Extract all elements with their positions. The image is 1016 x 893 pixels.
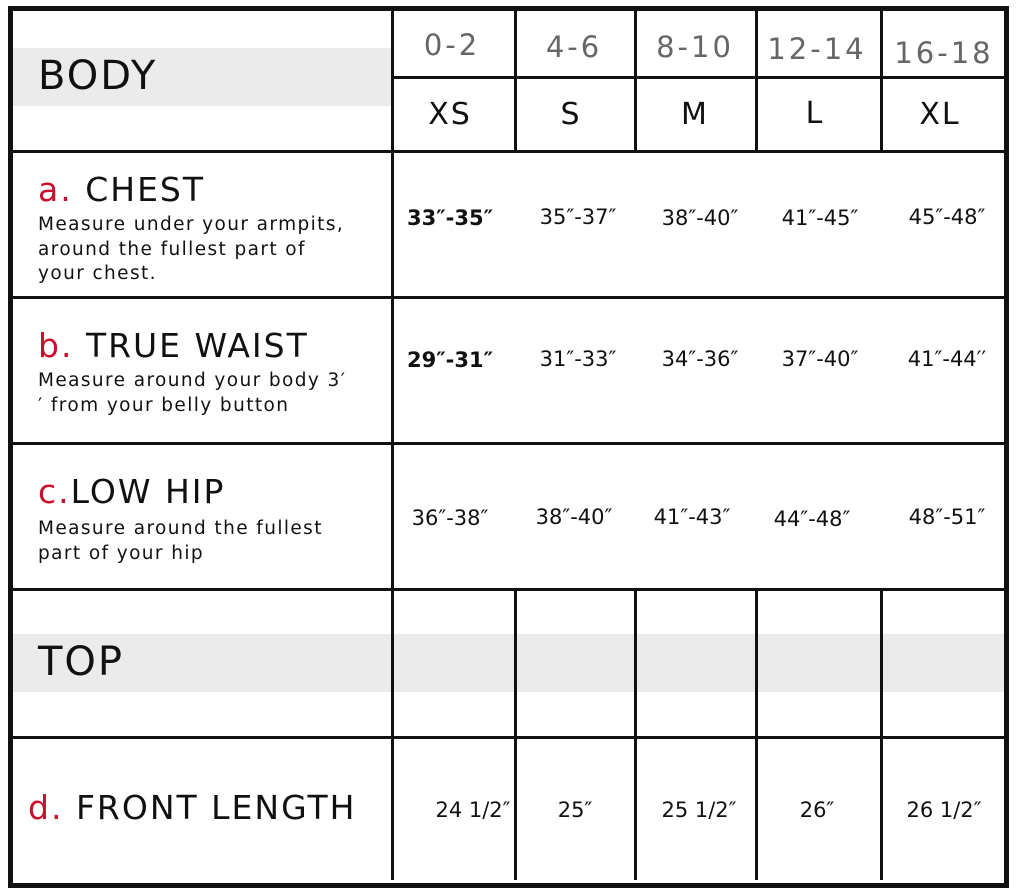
- row-title-chest: [38, 170, 205, 209]
- measurement-value: 24 1/2″: [435, 798, 511, 822]
- measurement-value: 36″-38″: [411, 506, 489, 530]
- measurement-value: 25″: [557, 798, 593, 822]
- size-label: M: [681, 97, 709, 132]
- measurement-value: 38″-40″: [535, 505, 613, 529]
- row-title-true-waist: [38, 326, 309, 365]
- measurement-value: 31″-33″: [539, 347, 617, 371]
- size-label: XS: [428, 97, 472, 132]
- measurement-value: 29″-31″: [407, 348, 493, 372]
- row-title-low-hip: [38, 472, 225, 511]
- age-label: 4-6: [545, 30, 603, 64]
- row-description: Measure around your body 3′′ from your belly button: [38, 370, 347, 416]
- age-label: 16-18: [894, 36, 994, 70]
- section-title-body: BODY: [38, 53, 158, 99]
- row-label: FRONT LENGTH: [75, 788, 357, 827]
- measurement-value: 26″: [799, 798, 835, 822]
- measurement-value: 35″-37″: [539, 205, 617, 229]
- measurement-value: 41″-45″: [781, 206, 859, 230]
- measurement-value: 33″-35″: [407, 206, 493, 230]
- section-title-top: TOP: [38, 639, 125, 685]
- row-label: LOW HIP: [70, 472, 226, 511]
- row-description: Measure under your armpits, around the fullest part of your chest.: [38, 214, 345, 284]
- size-label: L: [805, 96, 825, 131]
- measurement-value: 38″-40″: [661, 206, 739, 230]
- table-frame: [8, 6, 1009, 888]
- measurement-value: 26 1/2″: [906, 798, 982, 822]
- row-letter: a.: [38, 170, 73, 209]
- measurement-value: 48″-51″: [908, 505, 986, 529]
- measurement-value: 37″-40″: [781, 347, 859, 371]
- row-description: Measure around the fullest part of your hip: [38, 518, 323, 564]
- row-label: TRUE WAIST: [85, 326, 309, 365]
- age-label: 8-10: [656, 30, 734, 64]
- row-letter: d.: [28, 788, 64, 827]
- size-label: S: [560, 97, 582, 132]
- age-label: 0-2: [423, 28, 481, 62]
- measurement-value: 44″-48″: [773, 507, 851, 531]
- row-letter: b.: [38, 326, 74, 365]
- size-label: XL: [919, 97, 961, 132]
- row-title-front-length: [28, 788, 356, 827]
- row-letter: c.: [38, 472, 71, 511]
- measurement-value: 41″-43″: [653, 505, 731, 529]
- measurement-value: 25 1/2″: [661, 798, 737, 822]
- measurement-value: 45″-48″: [908, 205, 986, 229]
- row-label: CHEST: [85, 170, 206, 209]
- measurement-value: 34″-36″: [661, 347, 739, 371]
- age-label: 12-14: [767, 32, 867, 66]
- measurement-value: 41″-44′′: [907, 347, 987, 371]
